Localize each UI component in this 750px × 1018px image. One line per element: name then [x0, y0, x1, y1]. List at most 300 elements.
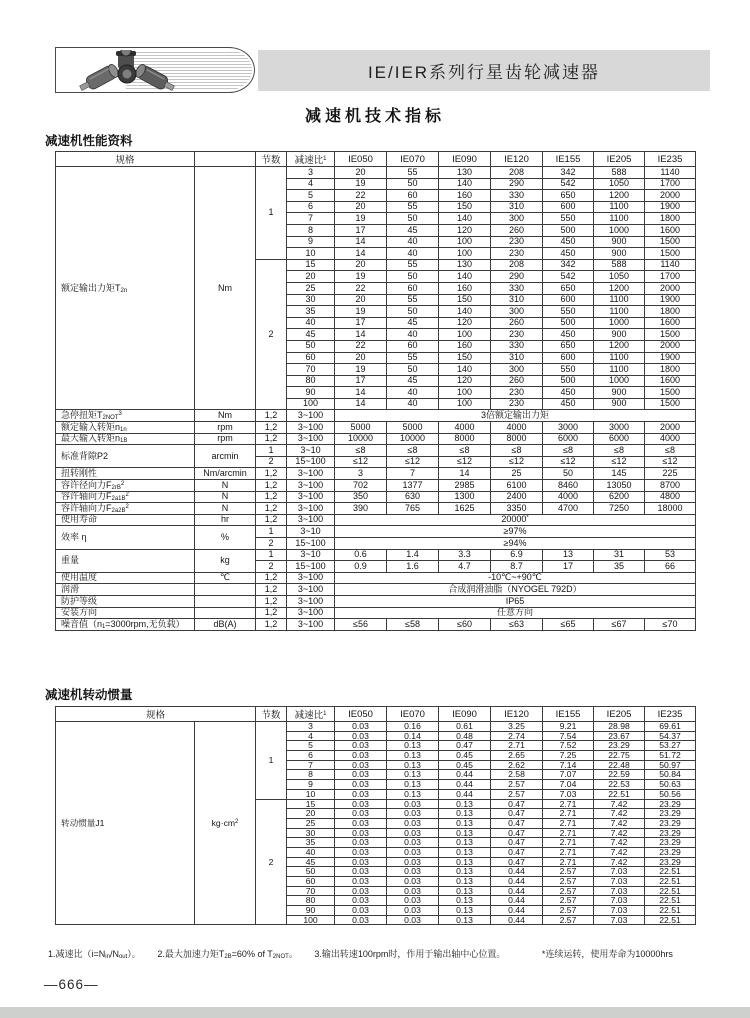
spec-label-cell: 容许径向力$F_{2rB}^2$ [56, 480, 195, 492]
value-cell: 50.56 [645, 789, 696, 799]
value-cell: 0.03 [335, 838, 387, 848]
value-cell: 1900 [645, 201, 696, 213]
value-cell: 0.44 [439, 770, 491, 780]
unit-cell: dB(A) [195, 619, 256, 631]
column-header-cell: IE120 [491, 152, 543, 167]
value-cell: 390 [335, 503, 387, 515]
ratio-cell: 40 [287, 847, 335, 857]
value-cell: 22.51 [645, 915, 696, 925]
value-cell: 1900 [645, 294, 696, 306]
value-cell: 230 [491, 387, 543, 399]
value-cell: 2.71 [543, 818, 594, 828]
value-cell: 120 [439, 224, 491, 236]
value-cell: 20 [335, 201, 387, 213]
value-cell: 19 [335, 271, 387, 283]
spec-label-cell: 转动惯量J1 [56, 722, 195, 925]
value-cell: 140 [439, 364, 491, 376]
value-cell: 0.03 [387, 896, 439, 906]
stage-cell: 2 [256, 259, 287, 410]
value-cell: 0.03 [335, 906, 387, 916]
value-cell: 6100 [491, 480, 543, 492]
bottom-strip [0, 1007, 750, 1018]
value-cell: 2000 [645, 422, 696, 434]
value-cell: 53 [645, 549, 696, 561]
value-cell: 1500 [645, 248, 696, 260]
value-cell: 0.44 [491, 906, 543, 916]
value-cell: 0.03 [387, 886, 439, 896]
value-cell: 3.25 [491, 722, 543, 732]
value-cell: 19 [335, 364, 387, 376]
performance-table [55, 151, 696, 631]
value-cell: 0.44 [491, 915, 543, 925]
value-cell: 0.03 [335, 857, 387, 867]
footnote-1: 1.减速比$(i=N_{in}/N_{out})$。 [48, 949, 141, 960]
value-cell: 0.44 [491, 896, 543, 906]
value-cell: 4000 [439, 422, 491, 434]
value-cell: 1140 [645, 259, 696, 271]
stage-cell: 1,2 [256, 468, 287, 480]
ratio-cell: 15 [287, 799, 335, 809]
ratio-cell: 3~10 [287, 526, 335, 538]
value-cell: 6000 [594, 433, 645, 445]
column-header-cell: IE090 [439, 707, 491, 722]
ratio-cell: 3~100 [287, 433, 335, 445]
ratio-cell: 50 [287, 340, 335, 352]
value-cell: 2.57 [543, 867, 594, 877]
value-cell: 1.6 [387, 561, 439, 573]
unit-cell [195, 584, 256, 596]
value-cell: 0.44 [439, 789, 491, 799]
table-row [56, 422, 696, 434]
spec-label-cell: 润滑 [56, 584, 195, 596]
value-cell: 6.9 [491, 549, 543, 561]
value-cell: 0.47 [439, 741, 491, 751]
value-cell: 290 [491, 271, 543, 283]
value-cell: 20 [335, 352, 387, 364]
unit-cell: rpm [195, 422, 256, 434]
value-cell: ≤58 [387, 619, 439, 631]
value-cell: 2000 [645, 282, 696, 294]
value-cell: 0.44 [491, 867, 543, 877]
value-cell: 19 [335, 213, 387, 225]
value-cell: 50 [387, 306, 439, 318]
value-cell: 0.47 [491, 799, 543, 809]
value-cell: 7.14 [543, 760, 594, 770]
value-cell: 0.13 [439, 915, 491, 925]
ratio-cell: 15~100 [287, 538, 335, 550]
value-cell: 45 [387, 317, 439, 329]
value-cell: 51.72 [645, 751, 696, 761]
value-cell: 208 [491, 167, 543, 179]
value-cell: 17 [335, 375, 387, 387]
table-row [56, 722, 696, 732]
value-cell: 230 [491, 248, 543, 260]
value-cell: 0.03 [335, 809, 387, 819]
value-cell: 2.71 [543, 799, 594, 809]
value-cell: 22.59 [594, 770, 645, 780]
value-cell: 4800 [645, 491, 696, 503]
value-cell: 120 [439, 317, 491, 329]
value-cell: 3350 [491, 503, 543, 515]
value-cell: 330 [491, 190, 543, 202]
value-cell: 1050 [594, 271, 645, 283]
value-cell: 450 [543, 329, 594, 341]
value-cell: 22.48 [594, 760, 645, 770]
table-row [56, 468, 696, 480]
value-cell: ≤65 [543, 619, 594, 631]
value-cell: 4000 [645, 433, 696, 445]
value-cell: 1200 [594, 282, 645, 294]
value-cell: 650 [543, 190, 594, 202]
value-cell: 0.03 [335, 731, 387, 741]
span-value-cell: 20000* [335, 514, 696, 526]
value-cell: 7.03 [594, 867, 645, 877]
ratio-cell: 60 [287, 352, 335, 364]
value-cell: 0.47 [491, 838, 543, 848]
ratio-cell: 3~100 [287, 480, 335, 492]
value-cell: 25 [491, 468, 543, 480]
value-cell: 100 [439, 398, 491, 410]
column-header-cell: 节数 [256, 152, 287, 167]
ratio-cell: 90 [287, 906, 335, 916]
value-cell: 17 [335, 317, 387, 329]
value-cell: 7.03 [594, 896, 645, 906]
value-cell: 50 [387, 271, 439, 283]
value-cell: 2.74 [491, 731, 543, 741]
value-cell: 230 [491, 398, 543, 410]
footnote-3: 3.输出转速100rpm时，作用于输出轴中心位置。 [314, 949, 506, 959]
value-cell: 0.13 [387, 751, 439, 761]
value-cell: 350 [335, 491, 387, 503]
header-row [56, 707, 696, 722]
value-cell: 500 [543, 224, 594, 236]
value-cell: 1600 [645, 317, 696, 329]
value-cell: 7250 [594, 503, 645, 515]
value-cell: 225 [645, 468, 696, 480]
ratio-cell: 30 [287, 294, 335, 306]
value-cell: 100 [439, 387, 491, 399]
unit-cell: Nm [195, 410, 256, 422]
value-cell: 208 [491, 259, 543, 271]
value-cell: 0.6 [335, 549, 387, 561]
ratio-cell: 50 [287, 867, 335, 877]
value-cell: 1200 [594, 340, 645, 352]
value-cell: 22.75 [594, 751, 645, 761]
value-cell: 1600 [645, 375, 696, 387]
value-cell: 5000 [387, 422, 439, 434]
value-cell: 2400 [491, 491, 543, 503]
value-cell: 0.03 [387, 857, 439, 867]
value-cell: 0.03 [335, 886, 387, 896]
value-cell: 1700 [645, 178, 696, 190]
value-cell: 40 [387, 329, 439, 341]
value-cell: 0.03 [387, 838, 439, 848]
table-row [56, 595, 696, 607]
column-header-cell: IE155 [543, 707, 594, 722]
value-cell: 900 [594, 329, 645, 341]
value-cell: 45 [387, 375, 439, 387]
column-header-cell: 减速比$^1$ [287, 707, 335, 722]
value-cell: 8000 [491, 433, 543, 445]
value-cell: 140 [439, 271, 491, 283]
value-cell: 120 [439, 375, 491, 387]
value-cell: ≤67 [594, 619, 645, 631]
value-cell: 0.13 [387, 760, 439, 770]
ratio-cell: 35 [287, 838, 335, 848]
value-cell: ≤8 [594, 445, 645, 457]
value-cell: 0.03 [335, 770, 387, 780]
value-cell: 3000 [543, 422, 594, 434]
value-cell: 1100 [594, 352, 645, 364]
value-cell: 40 [387, 398, 439, 410]
value-cell: 22.53 [594, 780, 645, 790]
ratio-cell: 3 [287, 167, 335, 179]
value-cell: 55 [387, 167, 439, 179]
ratio-cell: 3~100 [287, 503, 335, 515]
stage-cell: 1 [256, 722, 287, 800]
value-cell: ≤56 [335, 619, 387, 631]
ratio-cell: 80 [287, 896, 335, 906]
value-cell: 140 [439, 178, 491, 190]
ratio-cell: 3~10 [287, 445, 335, 457]
value-cell: 140 [439, 306, 491, 318]
stage-cell: 1,2 [256, 491, 287, 503]
table-row [56, 607, 696, 619]
value-cell: 0.03 [387, 828, 439, 838]
unit-cell: kg [195, 549, 256, 572]
stage-cell: 1,2 [256, 480, 287, 492]
value-cell: 0.13 [387, 741, 439, 751]
value-cell: 2.71 [543, 847, 594, 857]
value-cell: 2.71 [543, 857, 594, 867]
ratio-cell: 30 [287, 828, 335, 838]
spec-label-cell: 标准背隙P2 [56, 445, 195, 468]
value-cell: 2.57 [543, 896, 594, 906]
table-row [56, 445, 696, 457]
value-cell: 2.71 [543, 838, 594, 848]
value-cell: 0.03 [387, 915, 439, 925]
value-cell: 0.47 [491, 847, 543, 857]
value-cell: 55 [387, 352, 439, 364]
value-cell: 500 [543, 317, 594, 329]
value-cell: 0.13 [439, 857, 491, 867]
value-cell: 310 [491, 294, 543, 306]
column-header-cell: IE050 [335, 152, 387, 167]
value-cell: 13 [543, 549, 594, 561]
value-cell: 0.03 [335, 877, 387, 887]
span-value-cell: ≥94% [335, 538, 696, 550]
unit-cell: N [195, 503, 256, 515]
value-cell: ≤12 [387, 456, 439, 468]
value-cell: ≤8 [645, 445, 696, 457]
unit-cell: Nm [195, 167, 256, 410]
spec-label-cell: 容许轴向力$F_{2a2B}^2$ [56, 503, 195, 515]
value-cell: 23.29 [645, 818, 696, 828]
ratio-cell: 25 [287, 818, 335, 828]
span-value-cell: IP65 [335, 595, 696, 607]
span-value-cell: -10℃~+90℃ [335, 572, 696, 584]
value-cell: 2.71 [543, 828, 594, 838]
value-cell: 7.03 [594, 915, 645, 925]
stage-cell: 1,2 [256, 422, 287, 434]
ratio-cell: 20 [287, 809, 335, 819]
ratio-cell: 70 [287, 886, 335, 896]
value-cell: 600 [543, 352, 594, 364]
ratio-cell: 10 [287, 248, 335, 260]
table-row [56, 526, 696, 538]
value-cell: 60 [387, 190, 439, 202]
value-cell: 1000 [594, 375, 645, 387]
value-cell: ≤12 [543, 456, 594, 468]
value-cell: 4700 [543, 503, 594, 515]
value-cell: 2.71 [491, 741, 543, 751]
value-cell: 0.03 [387, 906, 439, 916]
value-cell: 1700 [645, 271, 696, 283]
value-cell: 22 [335, 340, 387, 352]
value-cell: 0.13 [439, 906, 491, 916]
value-cell: 40 [387, 236, 439, 248]
table-row [56, 167, 696, 179]
value-cell: 0.13 [439, 799, 491, 809]
value-cell: 7.04 [543, 780, 594, 790]
value-cell: 160 [439, 340, 491, 352]
value-cell: 0.44 [439, 780, 491, 790]
ratio-cell: 8 [287, 224, 335, 236]
table-row [56, 491, 696, 503]
value-cell: 230 [491, 236, 543, 248]
stage-cell: 1 [256, 526, 287, 538]
value-cell: 550 [543, 306, 594, 318]
ratio-cell: 8 [287, 770, 335, 780]
value-cell: 300 [491, 306, 543, 318]
value-cell: 900 [594, 248, 645, 260]
value-cell: 1800 [645, 364, 696, 376]
value-cell: 50 [543, 468, 594, 480]
value-cell: 1900 [645, 352, 696, 364]
value-cell: 0.45 [439, 760, 491, 770]
ratio-cell: 5 [287, 741, 335, 751]
ratio-cell: 3~100 [287, 468, 335, 480]
value-cell: ≤8 [491, 445, 543, 457]
spec-label-cell: 使用温度 [56, 572, 195, 584]
series-title: IE/IER系列行星齿轮减速器 [367, 63, 601, 82]
value-cell: 0.13 [439, 818, 491, 828]
ratio-cell: 3~100 [287, 584, 335, 596]
value-cell: 2000 [645, 190, 696, 202]
spec-label-cell: 额定输入转矩$n_{1n}$ [56, 422, 195, 434]
value-cell: 588 [594, 167, 645, 179]
value-cell: 100 [439, 248, 491, 260]
value-cell: 140 [439, 213, 491, 225]
value-cell: 7.42 [594, 847, 645, 857]
value-cell: 230 [491, 329, 543, 341]
value-cell: 7.42 [594, 799, 645, 809]
stage-cell: 1,2 [256, 572, 287, 584]
value-cell: 4.7 [439, 561, 491, 573]
unit-cell [195, 607, 256, 619]
value-cell: 0.13 [439, 809, 491, 819]
value-cell: 290 [491, 178, 543, 190]
value-cell: ≤12 [645, 456, 696, 468]
stage-cell: 2 [256, 799, 287, 925]
unit-cell [195, 595, 256, 607]
spec-label-cell: 扭转刚性 [56, 468, 195, 480]
value-cell: 17 [335, 224, 387, 236]
value-cell: 22.51 [645, 896, 696, 906]
value-cell: 0.13 [387, 770, 439, 780]
value-cell: 8000 [439, 433, 491, 445]
value-cell: 5000 [335, 422, 387, 434]
value-cell: 14 [335, 248, 387, 260]
value-cell: 0.03 [335, 867, 387, 877]
stage-cell: 1,2 [256, 410, 287, 422]
value-cell: 14 [335, 329, 387, 341]
ratio-cell: 3~100 [287, 514, 335, 526]
value-cell: 31 [594, 549, 645, 561]
ratio-cell: 3~100 [287, 422, 335, 434]
value-cell: 0.16 [387, 722, 439, 732]
value-cell: 45 [387, 224, 439, 236]
footnote-star: *连续运转，使用寿命为10000hrs [541, 949, 673, 959]
value-cell: 2.62 [491, 760, 543, 770]
value-cell: 0.13 [439, 886, 491, 896]
value-cell: 40 [387, 387, 439, 399]
value-cell: 542 [543, 271, 594, 283]
value-cell: 23.29 [645, 809, 696, 819]
ratio-cell: 20 [287, 271, 335, 283]
value-cell: 1000 [594, 317, 645, 329]
value-cell: ≤8 [439, 445, 491, 457]
value-cell: 7.42 [594, 828, 645, 838]
value-cell: 1100 [594, 213, 645, 225]
footnote-2: 2.最大加速力矩$T_{2B}=60\%$ of $T_{2NOT}$。 [157, 949, 298, 960]
ratio-cell: 5 [287, 190, 335, 202]
value-cell: 2.58 [491, 770, 543, 780]
value-cell: 2.57 [543, 915, 594, 925]
value-cell: 130 [439, 259, 491, 271]
ratio-cell: 15 [287, 259, 335, 271]
value-cell: 450 [543, 236, 594, 248]
ratio-cell: 4 [287, 178, 335, 190]
value-cell: 55 [387, 294, 439, 306]
ratio-cell: 6 [287, 751, 335, 761]
value-cell: 588 [594, 259, 645, 271]
column-header-cell: IE070 [387, 152, 439, 167]
spec-label-cell: 防护等级 [56, 595, 195, 607]
value-cell: 0.03 [335, 722, 387, 732]
value-cell: 0.13 [439, 867, 491, 877]
value-cell: 3 [335, 468, 387, 480]
value-cell: 550 [543, 213, 594, 225]
stage-cell: 1,2 [256, 514, 287, 526]
inertia-table [55, 706, 696, 925]
value-cell: 0.13 [439, 828, 491, 838]
value-cell: 0.44 [491, 877, 543, 887]
value-cell: 60 [387, 282, 439, 294]
value-cell: 2.57 [543, 877, 594, 887]
value-cell: 900 [594, 387, 645, 399]
value-cell: 23.29 [645, 847, 696, 857]
value-cell: ≤60 [439, 619, 491, 631]
column-header-cell: IE120 [491, 707, 543, 722]
ratio-cell: 15~100 [287, 561, 335, 573]
spec-label-cell: 容许轴向力$F_{2a1B}^2$ [56, 491, 195, 503]
value-cell: 0.03 [335, 789, 387, 799]
stage-cell: 2 [256, 561, 287, 573]
value-cell: 342 [543, 259, 594, 271]
value-cell: 0.03 [335, 741, 387, 751]
ratio-cell: 3~100 [287, 619, 335, 631]
